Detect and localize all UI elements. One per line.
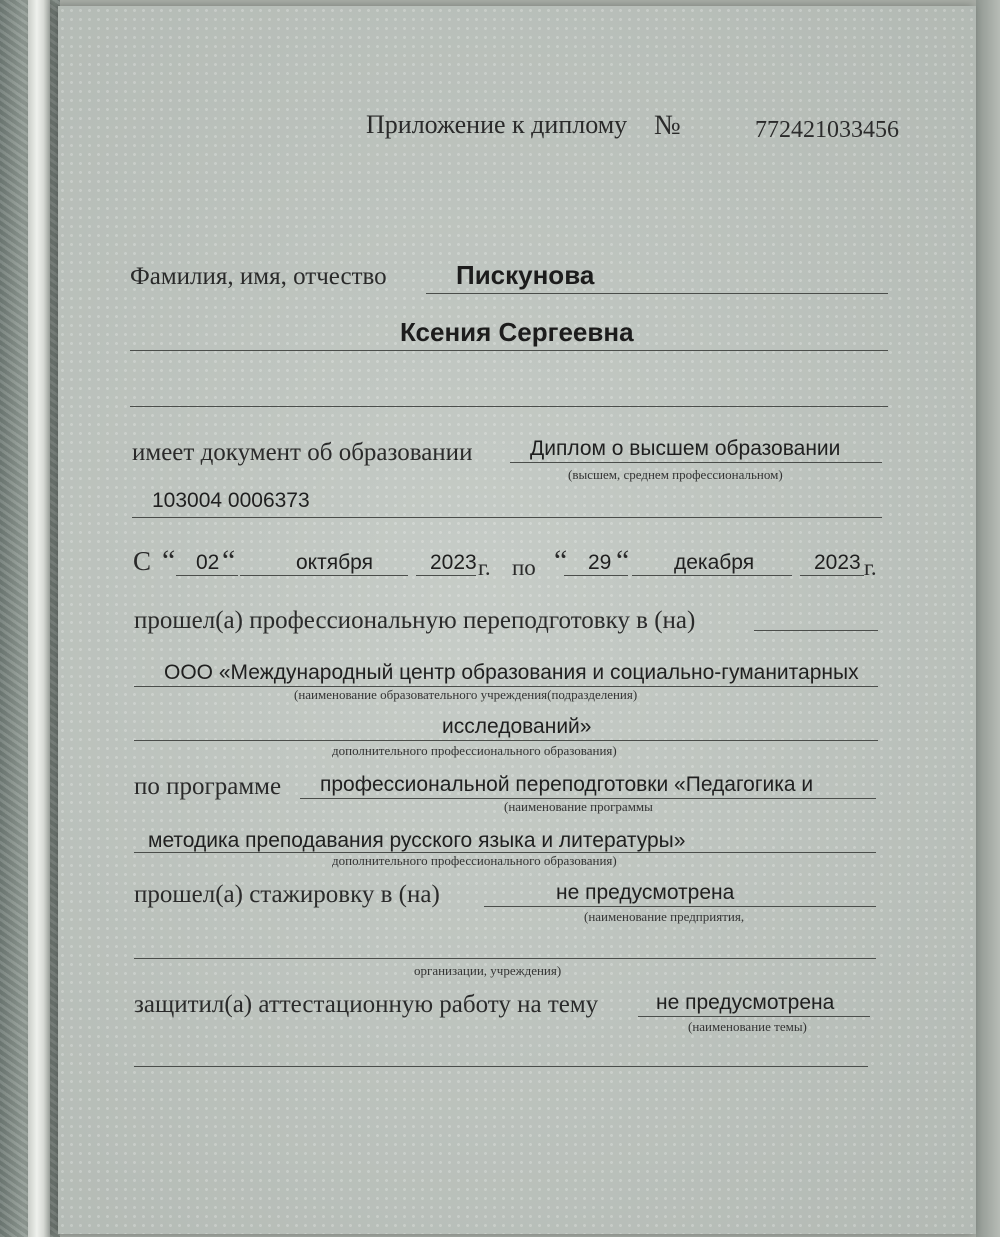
- to-year-value: 2023: [814, 551, 861, 574]
- fio-line-3: [130, 406, 888, 407]
- education-doc-value: Диплом о высшем образовании: [530, 437, 841, 460]
- to-year-line: [800, 575, 864, 576]
- thesis-rule-2: [134, 1066, 868, 1067]
- internship-value: не предусмотрена: [556, 881, 735, 904]
- retraining-org-caption-2: дополнительного профессионального образования): [332, 743, 617, 758]
- from-year-line: [416, 575, 476, 576]
- retraining-org-caption-1: (наименование образовательного учреждения(подразделения): [294, 687, 638, 702]
- retraining-org-rule-2: [134, 740, 878, 741]
- program-caption-2: дополнительного профессионального образования): [332, 853, 617, 868]
- program-line-2: методика преподавания русского языка и литературы»: [148, 829, 686, 852]
- given-names-value: Ксения Сергеевна: [400, 317, 634, 347]
- program-label: по программе: [134, 773, 282, 800]
- number-sign: №: [654, 110, 681, 141]
- retraining-org-line-2: исследований»: [442, 715, 592, 738]
- internship-rule: [484, 906, 876, 907]
- internship-caption-1: (наименование предприятия,: [584, 909, 745, 924]
- to-day-line: [564, 575, 628, 576]
- open-quote-1: “: [162, 544, 176, 577]
- from-year-suffix: г.: [478, 555, 491, 580]
- internship-label: прошел(а) стажировку в (на): [134, 881, 440, 908]
- close-quote-2: “: [616, 544, 630, 577]
- appendix-number: 772421033456: [755, 117, 899, 143]
- next-page-edge: [976, 0, 1000, 1237]
- education-doc-label: имеет документ об образовании: [132, 439, 473, 466]
- retraining-label: прошел(а) профессиональную переподготовку в (на): [134, 607, 696, 634]
- from-month-line: [240, 575, 408, 576]
- thesis-value: не предусмотрена: [656, 991, 835, 1014]
- retraining-org-line-1: ООО «Международный центр образования и социально-гуманитарных: [164, 661, 859, 684]
- from-year-value: 2023: [430, 551, 477, 574]
- program-caption-1: (наименование программы: [504, 799, 653, 814]
- education-doc-number-line: [132, 517, 882, 518]
- from-month-value: октября: [296, 551, 373, 574]
- education-doc-number: 103004 0006373: [152, 489, 310, 512]
- to-day-value: 29: [588, 551, 612, 574]
- from-day-value: 02: [196, 551, 220, 574]
- surname-value: Пискунова: [456, 260, 595, 290]
- period-to-label: по: [512, 555, 536, 580]
- program-line-1: профессиональной переподготовки «Педагогика и: [320, 773, 814, 796]
- fio-label: Фамилия, имя, отчество: [130, 263, 387, 290]
- period-from-prefix: С: [133, 546, 152, 576]
- diploma-appendix-page: [58, 6, 976, 1234]
- internship-caption-2: организации, учреждения): [414, 963, 562, 978]
- appendix-label: Приложение к диплому: [366, 110, 628, 139]
- to-year-suffix: г.: [864, 555, 877, 580]
- education-doc-caption: (высшем, среднем профессиональном): [568, 467, 783, 482]
- cover-page-edge: [28, 0, 50, 1237]
- to-month-value: декабря: [674, 551, 755, 574]
- thesis-rule: [638, 1016, 870, 1017]
- close-quote-1: “: [222, 544, 236, 577]
- thesis-label: защитил(а) аттестационную работу на тему: [134, 991, 599, 1018]
- fio-line-2: [130, 350, 888, 351]
- open-quote-2: “: [554, 544, 568, 577]
- from-day-line: [176, 575, 238, 576]
- internship-rule-2: [134, 958, 876, 959]
- fio-line-1: [426, 293, 888, 294]
- education-doc-line: [510, 462, 882, 463]
- retraining-label-line: [754, 630, 878, 631]
- to-month-line: [632, 575, 792, 576]
- thesis-caption: (наименование темы): [688, 1019, 807, 1034]
